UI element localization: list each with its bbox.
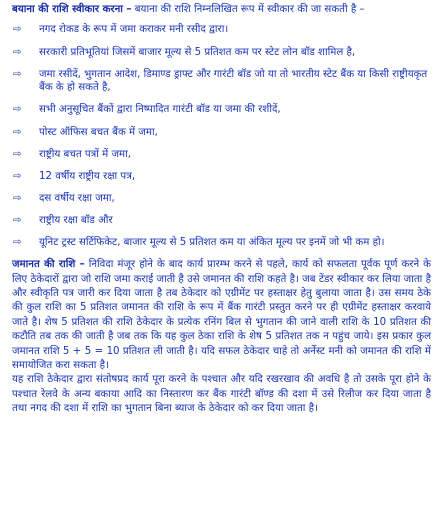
list-item [12, 46, 431, 60]
right-arrow-icon: ⇨ [13, 46, 22, 58]
list-item-text: राष्ट्रीय बचत पत्रों में जमा, [39, 148, 132, 160]
right-arrow-icon: ⇨ [13, 170, 22, 182]
security-heading: जमानत की राशि – [12, 259, 85, 271]
list-item [12, 68, 431, 96]
right-arrow-icon: ⇨ [13, 68, 22, 80]
right-arrow-icon: ⇨ [13, 214, 22, 226]
right-arrow-icon: ⇨ [13, 24, 22, 36]
intro-heading: बयाना की राशि स्वीकार करना – [12, 4, 132, 15]
right-arrow-icon: ⇨ [13, 104, 22, 116]
list-item-text: 12 वर्षीय राष्ट्रीय रक्षा पत्र, [39, 170, 136, 182]
list-item [12, 23, 431, 37]
right-arrow-icon: ⇨ [13, 192, 22, 204]
list-item [12, 103, 431, 117]
deposit-methods-list [12, 23, 431, 249]
list-item-text: दस वर्षीय रक्षा जमा, [39, 192, 115, 204]
list-item [12, 126, 431, 140]
list-item-text: नगद रोकड के रूप में जमा कराकर मनी रसीद द्वारा। [39, 24, 229, 36]
right-arrow-icon: ⇨ [13, 237, 22, 249]
security-text: निविदा मंजूर होने के बाद कार्य प्रारम्भ करने से पहले, कार्य को सफलता पूर्वक पूर्ण करने के लिए ठेकेदारों द्वारा जो राशि जमा कराई जाती है उसे जमानत की राशि कहते है। जब टेंडर स्वीकार कर लिया जाता है और स्वीकृति पत्र जारी कर दिया जाता है तब ठेकेदार को एग्रीमेंट पर हस्ताक्षर हेतु बुलाया जाता है। उस समय ठेके की कुल राशि का 5 प्रतिशत जमानत की राशि के रूप में बैंक गारंटी प्रस्तुत करने पर ही एग्रीमेंट हस्ताक्षर करवाये जाते है। शेष 5 प्रतिशत की राशि ठेकेदार के प्रत्येक रनिंग बिल से भुगतान की जाने वाली राशि के 10 प्रतिशत की कटौति तब तक की जाती है जब तक कि यह कुल ठेका राशि के शेष 5 प्रतिशत तक न पहुंच जाये। इस प्रकार कुल जमानत राशि 5 + 5 = 10 प्रतिशत ली जाती है। यदि सफल ठेकेदार चाहे तो अर्नेस्ट मनी को जमानत की राशि में समायोजित करा सकता है। [12, 259, 431, 371]
list-item-text: राष्ट्रीय रक्षा बॉड और [39, 214, 113, 226]
list-item [12, 192, 431, 206]
list-item [12, 236, 431, 250]
security-release-paragraph [12, 373, 431, 416]
right-arrow-icon: ⇨ [13, 148, 22, 160]
list-item-text: सरकारी प्रतिभूतियां जिसमें बाजार मूल्य से 5 प्रतिशत कम पर स्टेट लोन बॉड शामिल है, [39, 46, 356, 58]
list-item [12, 148, 431, 162]
security-deposit-paragraph [12, 258, 431, 373]
intro-paragraph [12, 3, 431, 17]
list-item [12, 214, 431, 228]
list-item-text: पोस्ट ऑफिस बचत बैंक में जमा, [39, 126, 158, 138]
list-item-text: सभी अनुसूचित बैंकों द्वारा निष्पादित गारंटी बॉड या जमा की रशीदें, [39, 104, 281, 116]
intro-text: बयाना की राशि निम्नलिखित रूप में स्वीकार की जा सकती है – [131, 4, 365, 15]
right-arrow-icon: ⇨ [13, 126, 22, 138]
security-release-text: यह राशि ठेकेदार द्वारा संतोषप्रद कार्य पूरा करने के पश्चात और यदि रखरखाव की अवधि है तो उसके पूरा होने के पश्चात रेलवे के अन्य बकाया आदि का निस्तारण कर बैंक गारंटी बॉण्ड की दशा में उसे रिलीज कर दिया जाता है तथा नगद की दशा में राशि का भुगतान बिना ब्याज के ठेकेदार को कर दिया जाता है। [12, 374, 431, 415]
list-item-text: यूनिट ट्रस्ट सर्टिफिकेट, बाजार मूल्य से 5 प्रतिशत कम या अंकित मूल्य पर इनमें जो भी कम हो। [39, 237, 385, 249]
list-item-text: जमा रसीदें, भुगतान आदेश, डिमाण्ड ड्राफ्ट और गारंटी बॉड जो या तो भारतीय स्टेट बैंक या किसी राष्ट्रीयकृत बैंक के हो सकते है, [39, 68, 428, 94]
list-item [12, 170, 431, 184]
